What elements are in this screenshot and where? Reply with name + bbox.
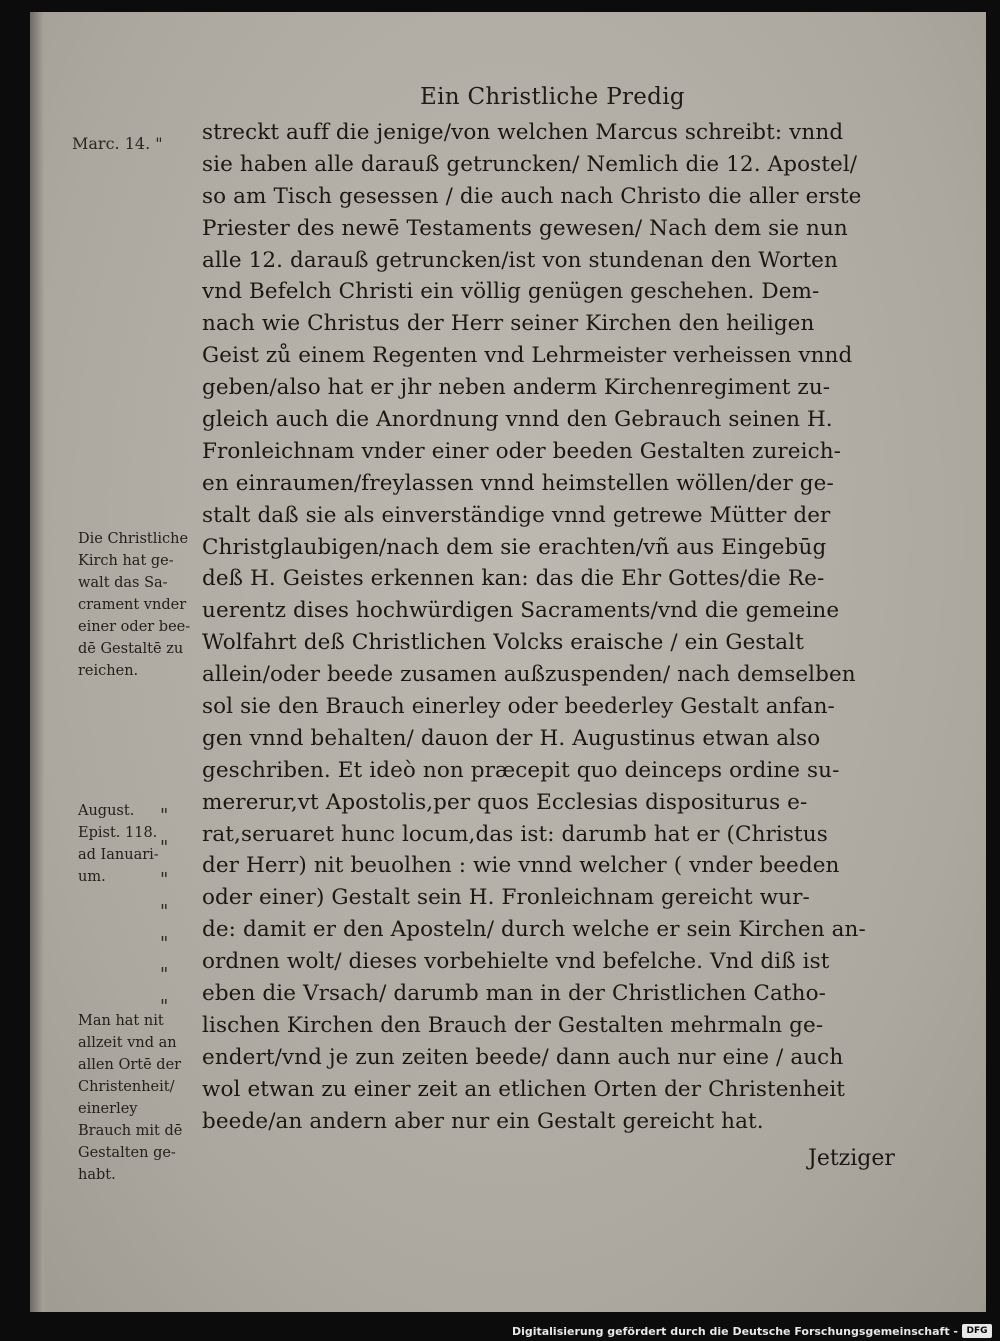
margin-note-line: crament vnder bbox=[78, 597, 187, 613]
text-line: geschriben. Et ideò non præcepit quo deinceps ordine su- bbox=[202, 757, 840, 783]
quote-mark: " bbox=[160, 805, 169, 826]
running-head: Ein Christliche Predig bbox=[420, 84, 685, 110]
margin-note-line: August. bbox=[78, 803, 135, 819]
margin-note-line: ad Ianuari- bbox=[78, 847, 159, 863]
text-line: der Herr) nit beuolhen : wie vnnd welcher ( vnder beeden bbox=[202, 853, 840, 879]
quote-mark: " bbox=[160, 868, 169, 890]
text-line: vnd Befelch Christi ein völlig genügen geschehen. Dem- bbox=[202, 279, 820, 305]
text-line: nach wie Christus der Herr seiner Kirchen den heiligen bbox=[202, 311, 815, 337]
margin-note-custom bbox=[78, 1010, 218, 1186]
text-line: streckt auff die jenige/von welchen Marcus schreibt: vnnd bbox=[202, 120, 844, 145]
text-line: gen vnnd behalten/ dauon der H. Augustinus etwan also bbox=[202, 725, 821, 751]
margin-note-line: habt. bbox=[78, 1167, 116, 1183]
text-line: Priester des newē Testaments gewesen/ Nach dem sie nun bbox=[202, 215, 848, 241]
margin-note-line: allen Ortē der bbox=[78, 1057, 182, 1073]
text-line: oder einer) Gestalt sein H. Fronleichnam gereicht wur- bbox=[202, 885, 810, 911]
text-line: wol etwan zu einer zeit an etlichen Orten der Christenheit bbox=[202, 1076, 846, 1102]
catchword: Jetziger bbox=[808, 1146, 895, 1171]
funding-credit: Digitalisierung gefördert durch die Deutsche Forschungsgemeinschaft - bbox=[511, 1325, 958, 1338]
text-line: ordnen wolt/ dieses vorbehielte vnd befelche. Vnd diß ist bbox=[202, 949, 830, 975]
body-text bbox=[202, 117, 902, 1138]
quote-mark: " bbox=[160, 836, 169, 858]
text-line: geben/also hat er jhr neben anderm Kirchenregiment zu- bbox=[202, 375, 831, 401]
margin-note-line: Brauch mit dē bbox=[78, 1123, 183, 1139]
text-line: stalt daß sie als einverständige vnnd getrewe Mütter der bbox=[202, 502, 831, 528]
margin-note-line: Epist. 118. bbox=[78, 825, 158, 841]
text-line: Geist zů einem Regenten vnd Lehrmeister verheissen vnnd bbox=[202, 343, 853, 369]
dfg-logo: DFG bbox=[962, 1324, 992, 1338]
margin-note-line: einerley bbox=[78, 1101, 138, 1117]
margin-note-line: Die Christliche bbox=[78, 531, 189, 547]
margin-note-line: dē Gestaltē zu bbox=[78, 641, 184, 657]
text-line: deß H. Geistes erkennen kan: das die Ehr Gottes/die Re- bbox=[202, 566, 825, 592]
text-line: alle 12. darauß getruncken/ist von stundenan den Worten bbox=[202, 247, 838, 273]
margin-note-line: einer oder bee- bbox=[78, 619, 191, 635]
margin-note-line: allzeit vnd an bbox=[78, 1035, 177, 1051]
text-line: Wolfahrt deß Christlichen Volcks eraische / ein Gestalt bbox=[202, 630, 804, 656]
margin-note-line: Christenheit/ bbox=[78, 1079, 175, 1095]
text-line: eben die Vrsach/ darumb man in der Christlichen Catho- bbox=[202, 981, 826, 1007]
margin-note-line: Kirch hat ge- bbox=[78, 553, 174, 569]
text-line: sie haben alle darauß getruncken/ Nemlich die 12. Apostel/ bbox=[202, 151, 858, 177]
quote-mark: " bbox=[160, 900, 169, 922]
text-line: gleich auch die Anordnung vnnd den Gebrauch seinen H. bbox=[202, 407, 833, 433]
quote-mark: " bbox=[160, 932, 169, 954]
text-line: Fronleichnam vnder einer oder beeden Gestalten zureich- bbox=[202, 438, 842, 464]
margin-note-line: reichen. bbox=[78, 663, 139, 679]
margin-note-line: Man hat nit bbox=[78, 1013, 164, 1029]
text-line: rat,seruaret hunc locum,das ist: darumb hat er (Christus bbox=[202, 821, 828, 847]
text-line: allein/oder beede zusamen außzuspenden/ nach demselben bbox=[202, 662, 856, 688]
text-line: mererur,vt Apostolis,per quos Ecclesias dispositurus e- bbox=[202, 789, 808, 815]
text-line: en einraumen/freylassen vnnd heimstellen wöllen/der ge- bbox=[202, 470, 834, 496]
quote-mark: " bbox=[160, 964, 169, 986]
page-gutter bbox=[30, 12, 44, 1312]
marginal-reference: Marc. 14. " bbox=[72, 134, 163, 153]
text-line: de: damit er den Aposteln/ durch welche er sein Kirchen an- bbox=[202, 917, 866, 943]
text-line: so am Tisch gesessen / die auch nach Christo die aller erste bbox=[202, 183, 862, 209]
text-line: Christglaubigen/nach dem sie erachten/vñ aus Eingebūg bbox=[202, 534, 827, 560]
text-line: sol sie den Brauch einerley oder beederley Gestalt anfan- bbox=[202, 694, 835, 720]
margin-note-line: Gestalten ge- bbox=[78, 1145, 176, 1161]
margin-note-church-authority bbox=[78, 528, 218, 682]
text-line: uerentz dises hochwürdigen Sacraments/vnd die gemeine bbox=[202, 598, 840, 624]
text-line: endert/vnd je zun zeiten beede/ dann auch nur eine / auch bbox=[202, 1044, 844, 1070]
margin-note-line: um. bbox=[78, 869, 106, 885]
margin-note-line: walt das Sa- bbox=[78, 575, 168, 591]
text-line: lischen Kirchen den Brauch der Gestalten mehrmaln ge- bbox=[202, 1012, 824, 1038]
margin-note-augustine bbox=[78, 800, 218, 888]
quote-mark: " bbox=[160, 996, 169, 1018]
text-line: beede/an andern aber nur ein Gestalt gereicht hat. bbox=[202, 1108, 764, 1134]
